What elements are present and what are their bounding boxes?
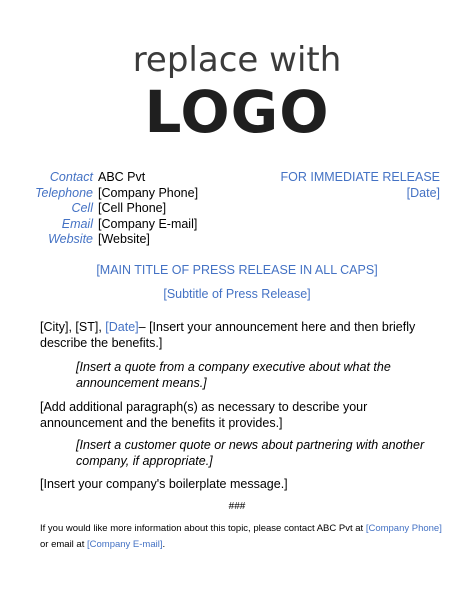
website-value: [Website]	[98, 232, 150, 246]
email-label: Email	[61, 216, 93, 231]
footer-phone: [Company Phone]	[365, 523, 442, 534]
contact-label: Contact	[49, 170, 93, 184]
executive-quote: [Insert a quote from a company executive about what the announcement means.]	[76, 360, 391, 390]
cell-row	[0, 201, 198, 217]
release-block	[280, 170, 440, 201]
footer-text-1: If you would like more information about this topic, please contact ABC Pvt at	[40, 523, 366, 534]
additional-paragraph: [Add additional paragraph(s) as necessary to describe your announcement and the benefits it provides.]	[40, 400, 368, 430]
customer-quote: [Insert a customer quote or news about partnering with another company, if appropriate.]	[76, 438, 425, 468]
telephone-value: [Company Phone]	[98, 185, 199, 200]
logo-line2: LOGO	[144, 78, 330, 146]
announcement-date: [Date]	[105, 320, 139, 334]
email-row	[0, 217, 198, 233]
announcement-paragraph	[40, 319, 450, 351]
email-value: [Company E-mail]	[98, 216, 198, 231]
cell-value: [Cell Phone]	[98, 201, 167, 215]
release-date: [Date]	[406, 185, 440, 200]
announcement-text: – [Insert your announcement here and then briefly describe the benefits.]	[40, 320, 416, 350]
footer-email: [Company E-mail]	[87, 539, 163, 550]
footer-text-3: .	[162, 539, 166, 550]
contact-row	[0, 170, 198, 186]
telephone-row	[0, 186, 198, 202]
subtitle: [Subtitle of Press Release]	[163, 287, 311, 301]
logo-placeholder	[0, 40, 474, 144]
cell-label: Cell	[71, 201, 93, 215]
contact-value: ABC Pvt	[98, 170, 146, 184]
website-label: Website	[48, 232, 93, 246]
release-heading: FOR IMMEDIATE RELEASE	[280, 170, 440, 184]
footer-text-2: or email at	[40, 539, 87, 550]
website-row	[0, 232, 198, 248]
main-title: [MAIN TITLE OF PRESS RELEASE IN ALL CAPS]	[96, 263, 378, 277]
logo-line1: replace with	[132, 40, 342, 80]
city-state: [City], [ST],	[40, 320, 106, 334]
footer-contact-info	[40, 521, 450, 553]
boilerplate-paragraph: [Insert your company's boilerplate message.]	[40, 477, 288, 491]
contact-block	[0, 170, 198, 248]
telephone-label: Telephone	[35, 185, 93, 200]
end-marker: ###	[228, 501, 246, 512]
